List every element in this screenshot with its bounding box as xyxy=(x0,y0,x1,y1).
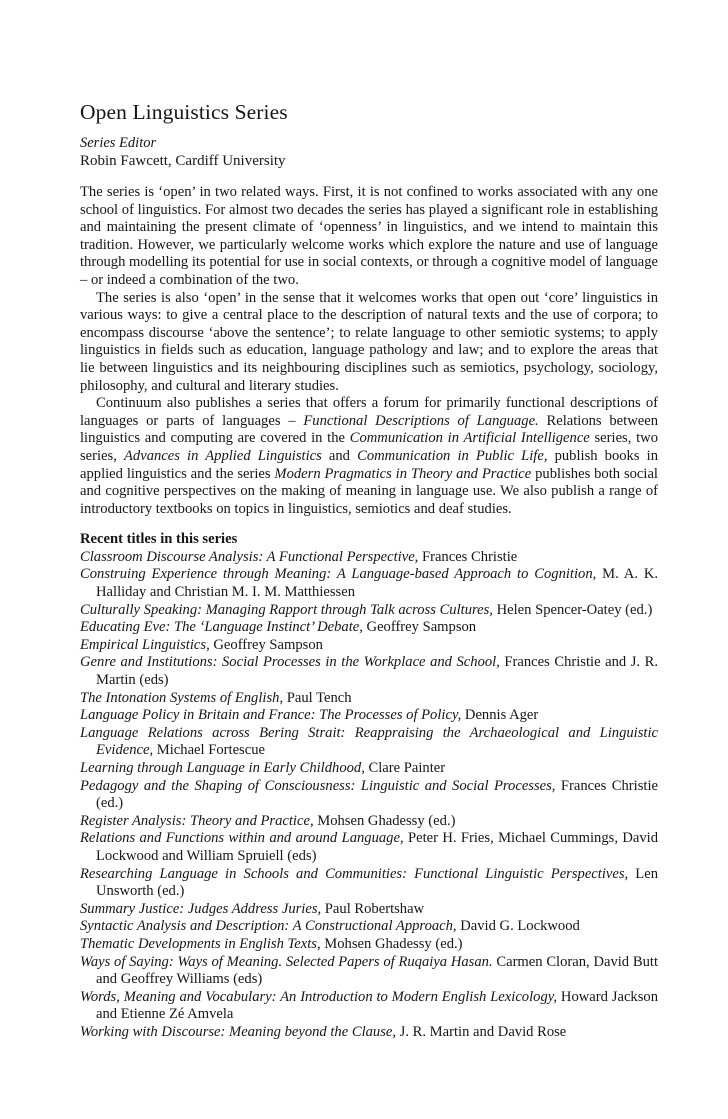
book-title: Syntactic Analysis and Description: A Constructional Approach, xyxy=(80,918,457,935)
book-authors: David G. Lockwood xyxy=(456,918,580,935)
book-authors: Mohsen Ghadessy (ed.) xyxy=(313,812,456,829)
title-list-item xyxy=(80,936,658,954)
book-title: Working with Discourse: Meaning beyond the Clause, xyxy=(80,1023,397,1040)
book-authors: Geoffrey Sampson xyxy=(209,636,323,653)
book-title: Empirical Linguistics, xyxy=(80,636,210,653)
book-title: Relations and Functions within and around Language, xyxy=(80,830,404,847)
title-list-item xyxy=(80,566,658,601)
book-authors: Helen Spencer-Oatey (ed.) xyxy=(492,601,653,618)
series-name: Modern Pragmatics in Theory and Practice xyxy=(274,465,532,482)
book-authors: Howard Jackson and Etienne Zé Amvela xyxy=(96,988,658,1023)
book-title: Language Relations across Bering Strait: Reappraising the Archaeological and Linguistic Evidence, xyxy=(80,724,658,759)
paragraph-text: and xyxy=(321,447,358,464)
book-title: The Intonation Systems of English, xyxy=(80,689,284,706)
title-list-item xyxy=(80,918,658,936)
title-list-item xyxy=(80,830,658,865)
paragraph-text: Relations between linguistics and computing are covered in the xyxy=(80,412,659,447)
book-title: Researching Language in Schools and Communities: Functional Linguistic Perspectives, xyxy=(80,865,629,882)
paragraph-text: publishes both social and cognitive perspectives on the making of meaning in language use. We also publish a range of introductory textbooks on topics in linguistics, semiotics and deaf studies. xyxy=(80,465,658,517)
book-title: Learning through Language in Early Childhood, xyxy=(80,760,365,776)
paragraph-text: Continuum also publishes a series that offers a forum for primarily functional descriptions of languages or parts of languages – xyxy=(80,395,658,429)
series-title: Open Linguistics Series xyxy=(80,100,288,124)
page xyxy=(80,98,658,1042)
book-authors: Dennis Ager xyxy=(461,707,539,724)
book-authors: M. A. K. Halliday and Christian M. I. M. Matthiessen xyxy=(96,566,659,601)
title-list-item xyxy=(80,901,658,919)
book-authors: J. R. Martin and David Rose xyxy=(396,1023,567,1040)
title-list-item xyxy=(80,654,658,689)
description-paragraph-2: The series is also ‘open’ in the sense that it welcomes works that open out ‘core’ linguistics in various ways: to give a central place to the description of natural texts and the use of corpora; to encompass discourse ‘above the sentence’; to relate language to other semiotic systems; to apply linguistics in fields such as education, language pathology and law; and to explore the areas that lie between linguistics and its neighbouring disciplines such as semiotics, psychology, sociology, philosophy, and cultural and literary studies. xyxy=(80,289,658,394)
book-authors: Paul Tench xyxy=(283,689,352,706)
title-list-item xyxy=(80,725,658,760)
series-name: Functional Descriptions of Language. xyxy=(303,412,539,429)
title-list-item xyxy=(80,954,658,989)
book-title: Genre and Institutions: Social Processes in the Workplace and School, xyxy=(80,654,500,671)
recent-titles-list xyxy=(80,549,658,1042)
series-editor-label: Series Editor xyxy=(80,135,157,151)
book-authors: Clare Painter xyxy=(364,760,446,776)
book-title: Classroom Discourse Analysis: A Functional Perspective, xyxy=(80,548,419,565)
title-list-item xyxy=(80,866,658,901)
book-title: Words, Meaning and Vocabulary: An Introduction to Modern English Lexicology, xyxy=(80,988,558,1005)
title-list-item xyxy=(80,707,658,725)
book-title: Ways of Saying: Ways of Meaning. Selected Papers of Ruqaiya Hasan. xyxy=(80,953,493,970)
series-name: Advances in Applied Linguistics xyxy=(124,447,322,464)
series-editor-name: Robin Fawcett, Cardiff University xyxy=(80,153,286,169)
book-title: Register Analysis: Theory and Practice, xyxy=(80,812,314,829)
book-title: Pedagogy and the Shaping of Consciousness: Linguistic and Social Processes, xyxy=(80,777,556,794)
description-paragraph-1: The series is ‘open’ in two related ways. First, it is not confined to works associated with any one school of linguistics. For almost two decades the series has played a significant role in establishing and maintaining the present climate of ‘openness’ in linguistics, and we intend to maintain this tradition. However, we particularly welcome works which explore the nature and use of language through modelling its potential for use in social contexts, or through a cognitive model of language – or indeed a combination of the two. xyxy=(80,184,658,288)
recent-titles-heading: Recent titles in this series xyxy=(80,531,238,548)
paragraph-text: series, two series, xyxy=(80,430,658,464)
book-authors: Frances Christie xyxy=(418,548,518,565)
title-list-item xyxy=(80,637,658,655)
book-title: Culturally Speaking: Managing Rapport through Talk across Cultures, xyxy=(80,601,493,618)
book-authors: Geoffrey Sampson xyxy=(362,619,477,636)
book-authors: Paul Robertshaw xyxy=(321,900,425,917)
book-authors: Carmen Cloran, David Butt and Geoffrey Williams (eds) xyxy=(96,953,659,988)
book-authors: Frances Christie and J. R. Martin (eds) xyxy=(96,654,658,689)
book-authors: Mohsen Ghadessy (ed.) xyxy=(320,935,463,952)
book-title: Language Policy in Britain and France: The Processes of Policy, xyxy=(80,707,462,724)
title-list-item xyxy=(80,1024,658,1042)
paragraph-text: publish books in applied linguistics and the series xyxy=(80,447,658,482)
book-authors: Michael Fortescue xyxy=(153,742,265,759)
book-title: Educating Eve: The ‘Language Instinct’ Debate, xyxy=(80,619,363,636)
book-title: Construing Experience through Meaning: A Language-based Approach to Cognition, xyxy=(80,566,597,583)
title-list-item xyxy=(80,989,658,1024)
book-title: Thematic Developments in English Texts, xyxy=(80,935,321,952)
description-paragraph-3 xyxy=(80,395,658,518)
title-list-item xyxy=(80,690,658,708)
title-list-item xyxy=(80,760,658,778)
title-list-item xyxy=(80,778,658,813)
title-list-item xyxy=(80,619,658,637)
book-authors: Peter H. Fries, Michael Cummings, David Lockwood and William Spruiell (eds) xyxy=(96,830,658,864)
book-authors: Frances Christie (ed.) xyxy=(96,777,658,812)
series-name: Communication in Artificial Intelligence xyxy=(349,430,590,447)
title-list-item xyxy=(80,602,658,620)
title-list-item xyxy=(80,813,658,831)
book-authors: Len Unsworth (ed.) xyxy=(96,865,658,900)
book-title: Summary Justice: Judges Address Juries, xyxy=(80,900,322,917)
title-list-item xyxy=(80,549,658,567)
series-name: Communication in Public Life, xyxy=(357,447,548,464)
